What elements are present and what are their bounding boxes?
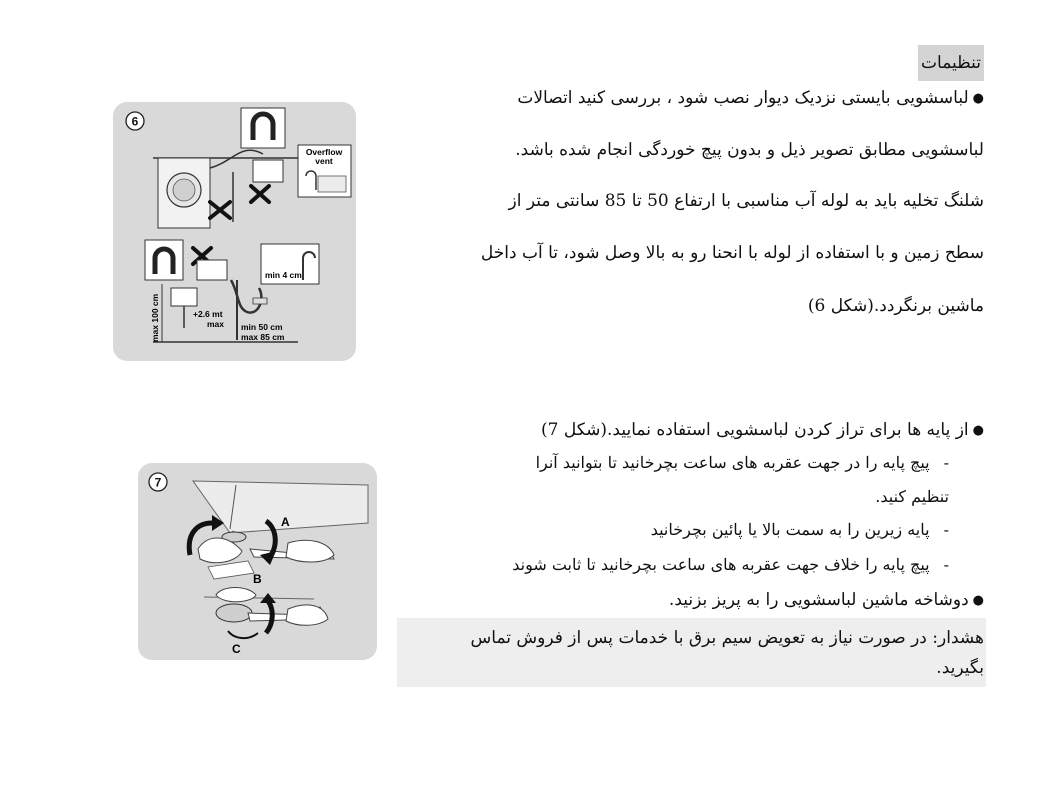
bullet-1-line-5: ماشین برنگردد.(شکل 6) (807, 296, 984, 316)
wrong-x-icon (210, 186, 269, 218)
max-100cm-label: max 100 cm (150, 293, 160, 342)
dash: - (943, 555, 949, 574)
hand-right-lower (286, 605, 328, 625)
dash: - (943, 520, 949, 539)
figure-number: 7 (154, 475, 162, 490)
subitem-1-line-1: -پیچ پایه را در جهت عقربه های ساعت بچرخانید تا بتوانید آنرا (535, 453, 949, 472)
dash: - (943, 453, 949, 472)
label-c: C (232, 642, 241, 656)
subitem-3: -پیچ پایه را خلاف جهت عقربه های ساعت بچرخانید تا ثابت شوند (512, 555, 949, 574)
overflow-label-2: vent (315, 156, 333, 166)
bullet-1-line-3: شلنگ تخلیه باید به لوله آب مناسبی با ارتفاع 50 تا 85 سانتی متر از (508, 191, 984, 211)
warning-line-1: هشدار: در صورت نیاز به تعویض سیم برق با خدمات پس از فروش تماس (470, 628, 984, 648)
figure-7-illustration (138, 463, 377, 660)
leveling-foot-lower (216, 604, 252, 622)
sink-basin (253, 160, 283, 182)
figure-number: 6 (131, 114, 139, 129)
overflow-label-1: Overflow (305, 147, 343, 157)
subitem-2: -پایه زیرین را به سمت بالا یا پائین بچرخانید (650, 520, 949, 539)
label-b: B (253, 572, 262, 586)
hand-right (286, 540, 334, 562)
min-4cm-label: min 4 cm (265, 270, 302, 280)
warning-box (397, 618, 986, 687)
height-label-2: max (207, 319, 225, 329)
bullet-1-line-2: لباسشویی مطابق تصویر ذیل و بدون پیچ خوردگی انجام شده باشد. (515, 140, 984, 160)
subitem-1-line-2: تنظیم کنید. (875, 487, 949, 506)
bullet-2: ● از پایه ها برای تراز کردن لباسشویی استفاده نمایید.(شکل 7) (541, 420, 984, 440)
bullet-1-line-1: ● لباسشویی بایستی نزدیک دیوار نصب شود ، بررسی کنید اتصالات (517, 88, 984, 108)
label-a: A (281, 515, 290, 529)
figure-7-leveling-feet (138, 463, 377, 660)
figure-6-drain-installation (113, 102, 356, 361)
hose-bend-icon-box-2 (145, 240, 183, 280)
section-heading: تنظیمات (918, 45, 984, 81)
bullet-3: ● دوشاخه ماشین لباسشویی را به پریز بزنید. (669, 590, 984, 610)
max-85cm-label: max 85 cm (241, 332, 285, 342)
height-label-1: +2.6 mt (193, 309, 223, 319)
warning-line-2: بگیرید. (936, 658, 984, 678)
figure-6-illustration (113, 102, 356, 361)
min-50cm-label: min 50 cm (241, 322, 283, 332)
bullet-1-line-4: سطح زمین و با استفاده از لوله با انحنا رو به بالا وصل شود، تا آب داخل (480, 243, 984, 263)
hand-lower (216, 588, 256, 602)
